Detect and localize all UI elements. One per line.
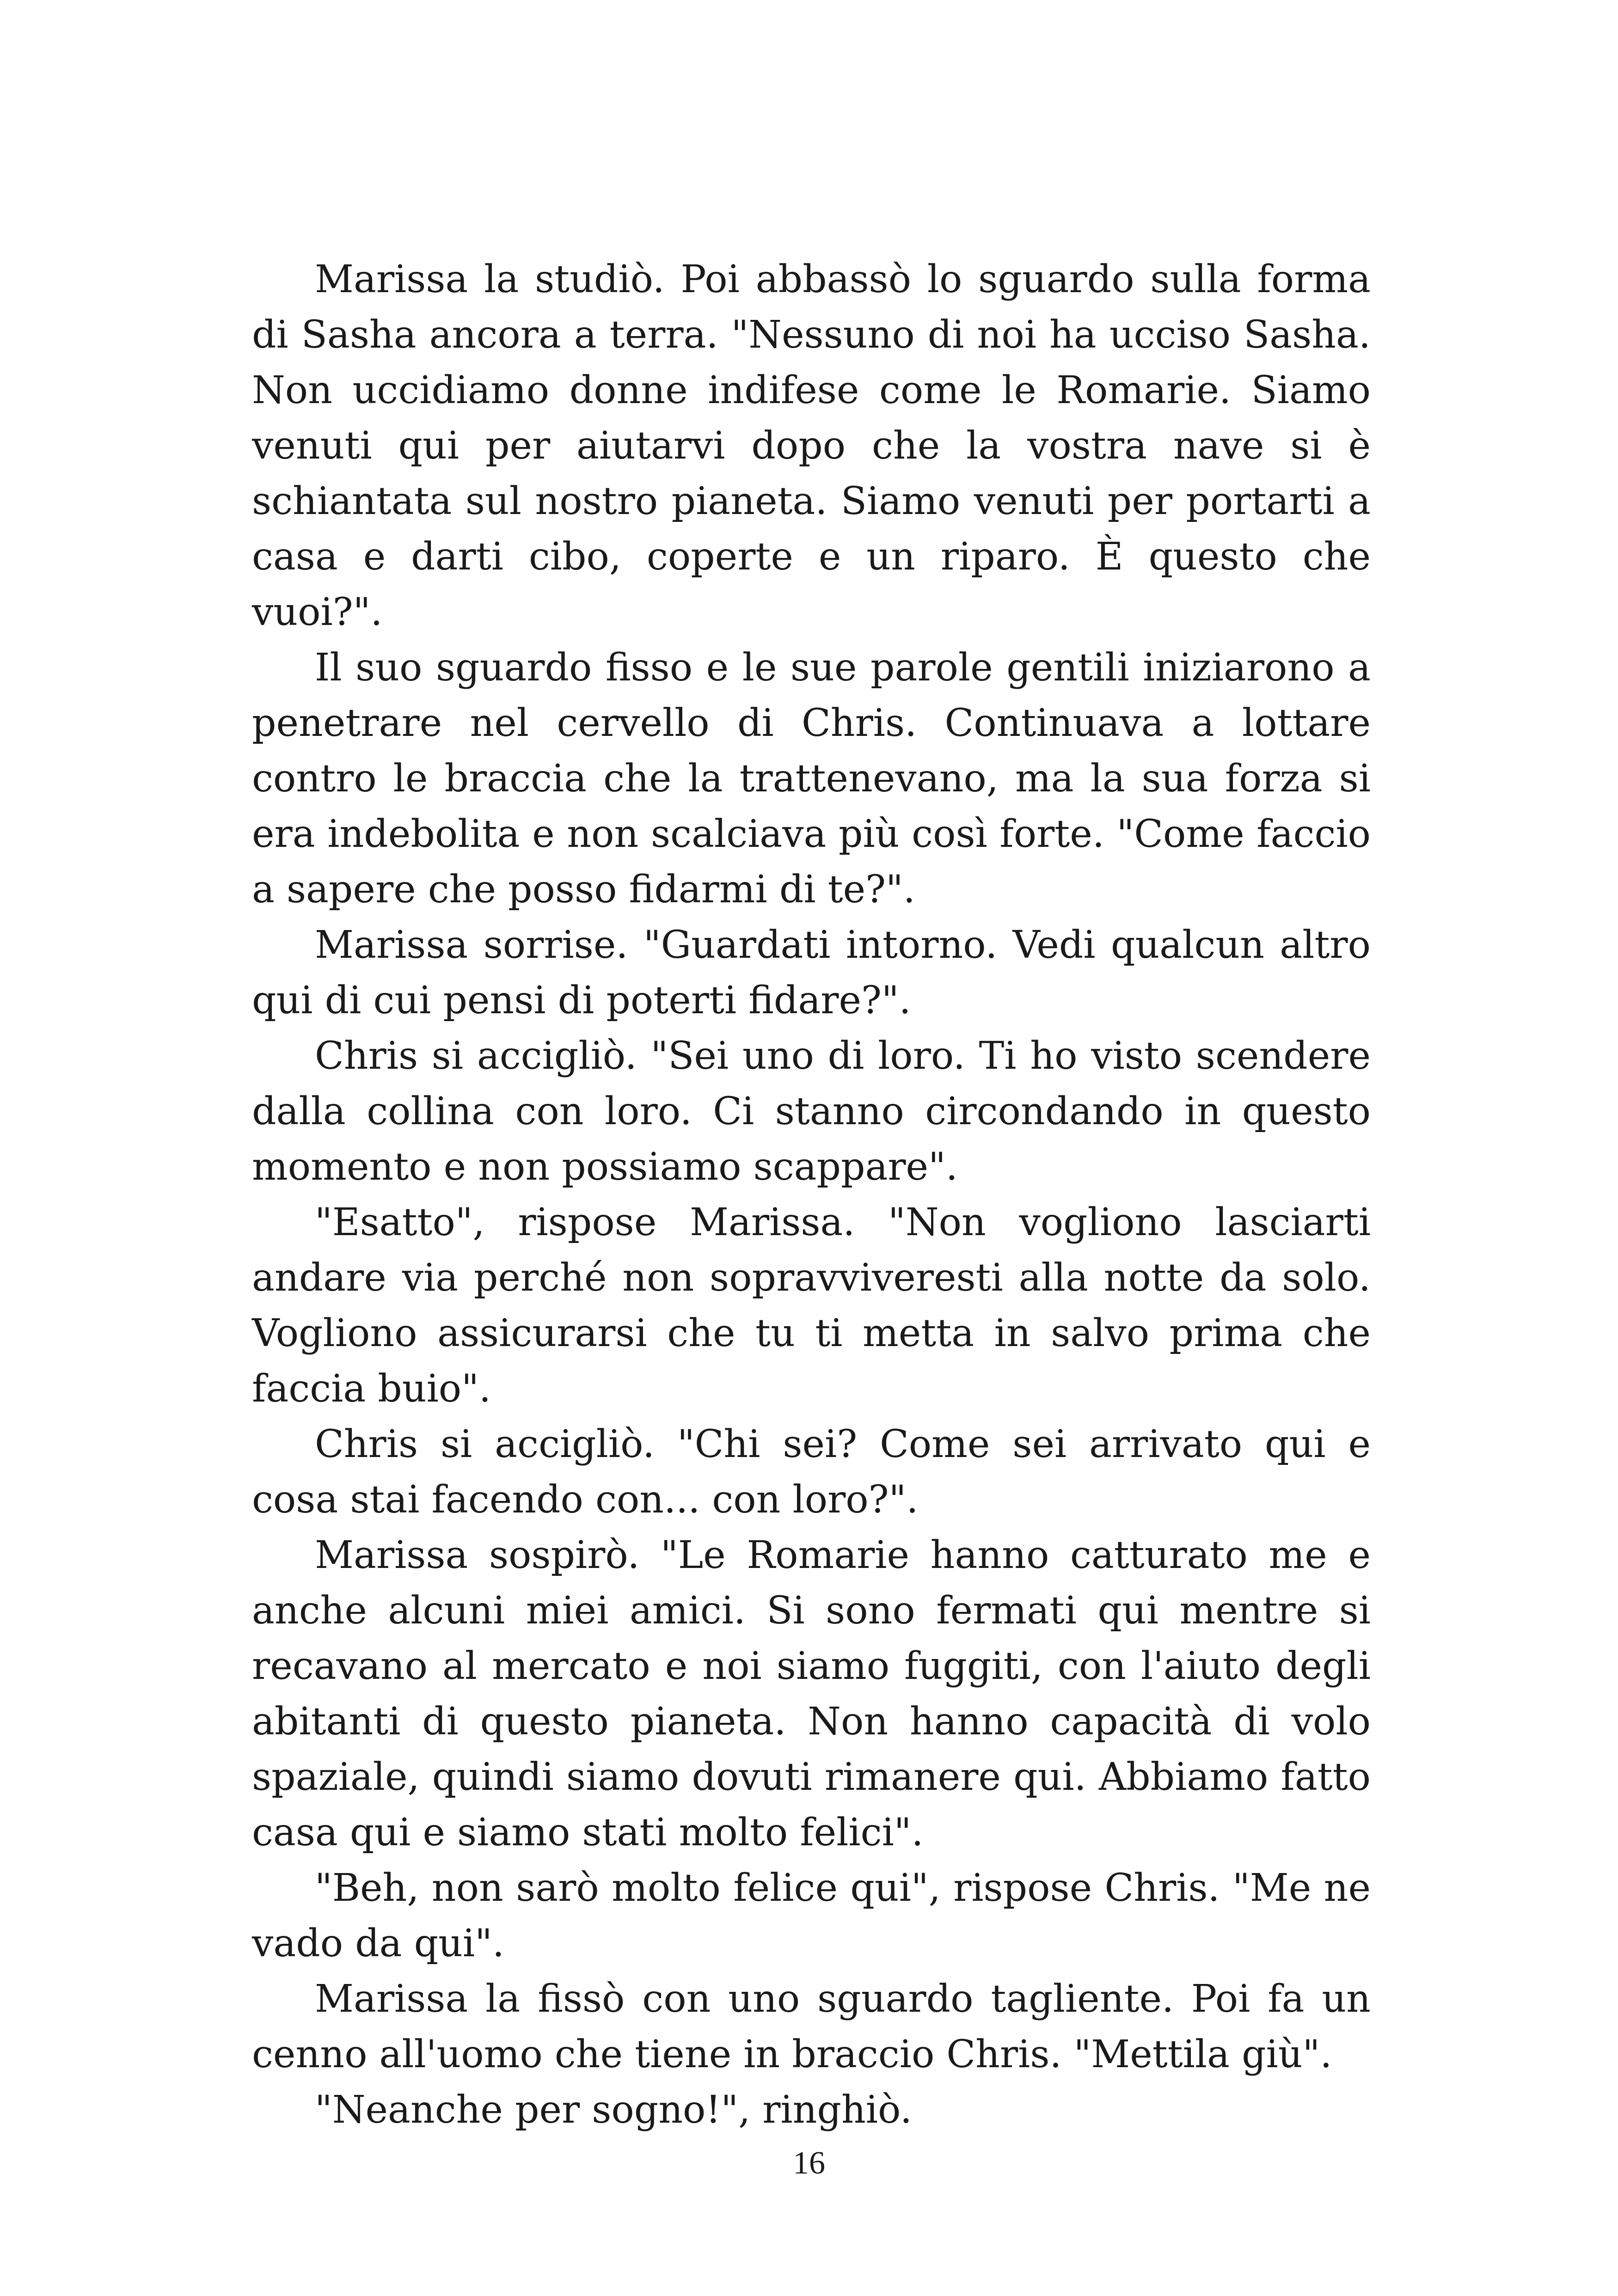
paragraph-7: Marissa sospirò. "Le Romarie hanno catturato me e anche alcuni miei amici. Si sono fermati qui mentre si recavano al mercato e noi siamo fuggiti, con l'aiuto degli abitanti di questo pianeta. Non hanno capacità di volo spaziale, quindi siamo dovuti rimanere qui. Abbiamo fatto casa qui e siamo stati molto felici". bbox=[252, 1533, 1371, 1855]
paragraph-6: Chris si accigliò. "Chi sei? Come sei arrivato qui e cosa stai facendo con... con loro?". bbox=[252, 1422, 1371, 1522]
body-text bbox=[252, 252, 1371, 2138]
paragraph-3: Marissa sorrise. "Guardati intorno. Vedi qualcun altro qui di cui pensi di poterti fidare?". bbox=[252, 923, 1371, 1022]
paragraph-5: "Esatto", rispose Marissa. "Non vogliono lasciarti andare via perché non sopravviveresti alla notte da solo. Vogliono assicurarsi che tu ti metta in salvo prima che faccia buio". bbox=[252, 1200, 1371, 1411]
paragraph-1: Marissa la studiò. Poi abbassò lo sguardo sulla forma di Sasha ancora a terra. "Nessuno di noi ha ucciso Sasha. Non uccidiamo donne indifese come le Romarie. Siamo venuti qui per aiutarvi dopo che la vostra nave si è schiantata sul nostro pianeta. Siamo venuti per portarti a casa e darti cibo, coperte e un riparo. È questo che vuoi?". bbox=[252, 257, 1371, 634]
paragraph-2: Il suo sguardo fisso e le sue parole gentili iniziarono a penetrare nel cervello di Chris. Continuava a lottare contro le braccia che la trattenevano, ma la sua forza si era indebolita e non scalciava più così forte. "Come faccio a sapere che posso fidarmi di te?". bbox=[252, 646, 1371, 912]
paragraph-9: Marissa la fissò con uno sguardo tagliente. Poi fa un cenno all'uomo che tiene in braccio Chris. "Mettila giù". bbox=[252, 1977, 1371, 2076]
paragraph-8: "Beh, non sarò molto felice qui", rispose Chris. "Me ne vado da qui". bbox=[252, 1866, 1371, 1965]
page-number: 16 bbox=[793, 2145, 825, 2181]
paragraph-10: "Neanche per sogno!", ringhiò. bbox=[315, 2088, 912, 2132]
paragraph-4: Chris si accigliò. "Sei uno di loro. Ti ho visto scendere dalla collina con loro. Ci stanno circondando in questo momento e non possiamo scappare". bbox=[252, 1034, 1371, 1189]
